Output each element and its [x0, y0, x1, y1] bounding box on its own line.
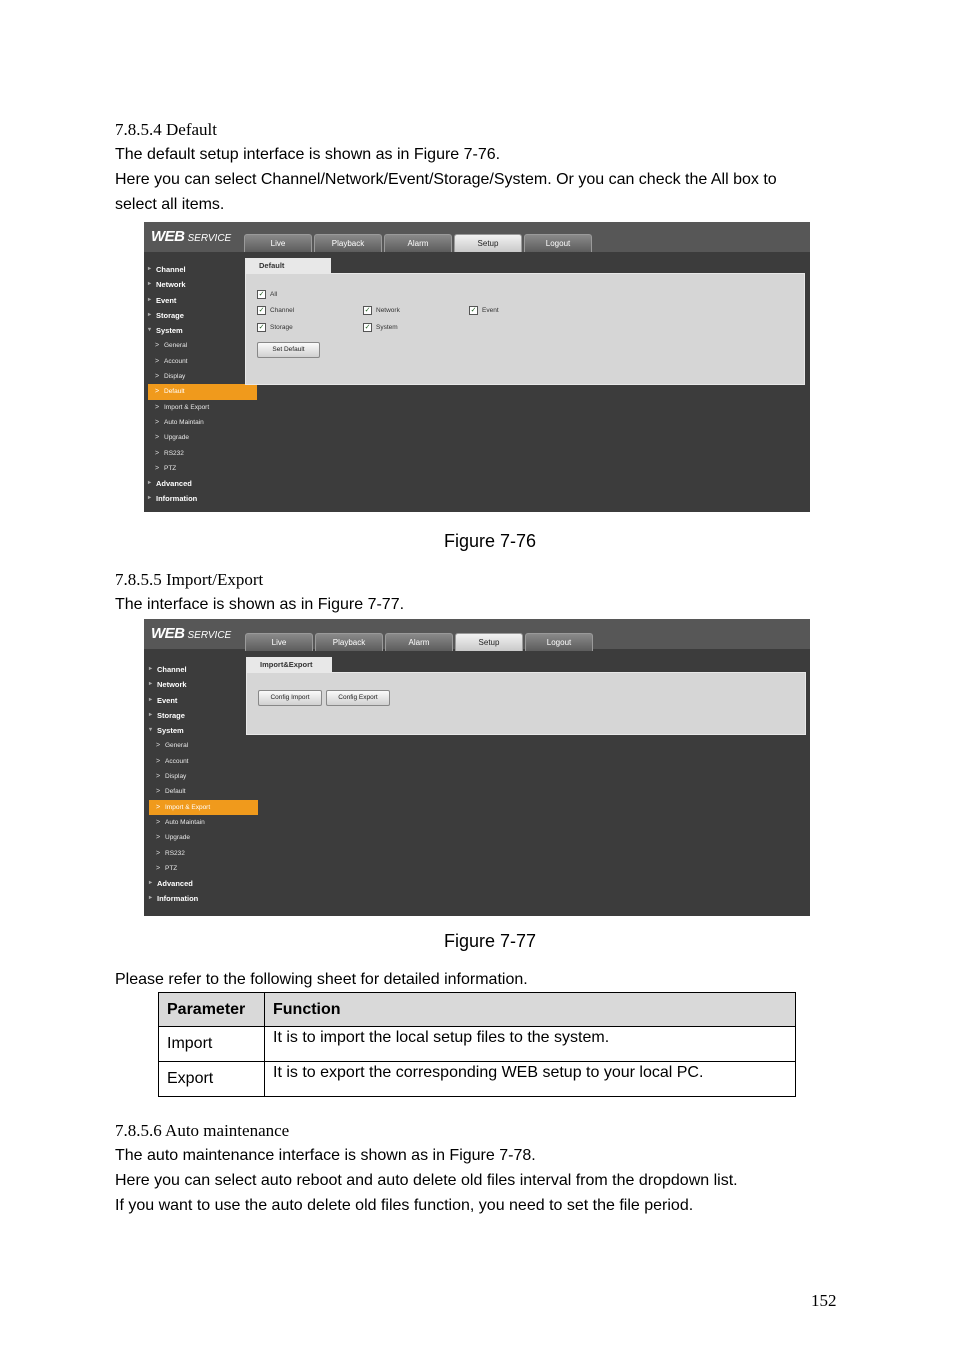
import-export-panel — [246, 672, 806, 735]
menu-item-import-export[interactable]: > Import & Export — [144, 400, 242, 415]
paragraph-default-1: The default setup interface is shown as in Figure 7-76. — [115, 146, 501, 163]
menu-item-storage[interactable]: ▸ Storage — [145, 708, 243, 723]
section-heading-auto-maintenance: 7.8.5.6 Auto maintenance — [115, 1121, 290, 1140]
web-service-logo: WEB SERVICE — [151, 625, 232, 642]
checkbox-system[interactable]: ✓ System — [364, 324, 398, 332]
menu-item-advanced[interactable]: ▸ Advanced — [145, 876, 243, 891]
checkbox-channel[interactable]: ✓ Channel — [258, 307, 295, 315]
paragraph-auto-maintenance-1: The auto maintenance interface is shown as in Figure 7-78. — [115, 1147, 536, 1164]
checkbox-event[interactable]: ✓ Event — [470, 307, 499, 315]
menu-item-channel[interactable]: ▸ Channel — [145, 662, 243, 677]
menu-item-auto-maintain[interactable]: > Auto Maintain — [145, 815, 243, 830]
paragraph-auto-maintenance-3: If you want to use the auto delete old files function, you need to set the file period. — [115, 1197, 694, 1214]
menu-item-network[interactable]: ▸ Network — [144, 277, 242, 292]
checkbox-network[interactable]: ✓ Network — [364, 307, 400, 315]
tab-logout[interactable]: Logout — [524, 234, 592, 252]
checkbox-checked-icon: ✓ — [258, 291, 265, 298]
config-export-button[interactable]: Config Export — [326, 690, 390, 706]
paragraph-default-2: Here you can select Channel/Network/Event/Storage/System. Or you can check the All box to — [115, 171, 777, 188]
tab-setup[interactable]: Setup — [454, 234, 522, 252]
checkbox-checked-icon: ✓ — [470, 307, 477, 314]
menu-item-display[interactable]: > Display — [144, 369, 242, 384]
tab-logout[interactable]: Logout — [525, 633, 593, 651]
menu-item-import-export[interactable]: > Import & Export — [149, 800, 258, 815]
menu-item-auto-maintain[interactable]: > Auto Maintain — [144, 415, 242, 430]
menu-item-default[interactable]: > Default — [145, 784, 243, 799]
main-tabs — [244, 234, 594, 252]
menu-item-storage[interactable]: ▸ Storage — [144, 308, 242, 323]
menu-item-system[interactable]: ▾ System — [145, 723, 243, 738]
tab-alarm[interactable]: Alarm — [385, 633, 453, 651]
page-number: 152 — [811, 1291, 837, 1310]
paragraph-auto-maintenance-2: Here you can select auto reboot and auto delete old files interval from the dropdown list. — [115, 1172, 738, 1189]
section-heading-import-export: 7.8.5.5 Import/Export — [115, 570, 264, 589]
menu-item-account[interactable]: > Account — [144, 354, 242, 369]
menu-item-display[interactable]: > Display — [145, 769, 243, 784]
setup-menu — [145, 662, 243, 907]
tab-setup[interactable]: Setup — [455, 633, 523, 651]
menu-item-system[interactable]: ▾ System — [144, 323, 242, 338]
config-import-button[interactable]: Config Import — [258, 690, 322, 706]
figure-7-76-caption: Figure 7-76 — [444, 531, 537, 551]
menu-item-default[interactable]: > Default — [148, 384, 257, 399]
table-header-parameter: Parameter — [159, 993, 265, 1027]
setup-menu — [144, 262, 242, 507]
content-tab-import-export[interactable]: Import&Export — [246, 657, 332, 673]
checkbox-checked-icon: ✓ — [364, 324, 371, 331]
menu-item-channel[interactable]: ▸ Channel — [144, 262, 242, 277]
table-row — [159, 1027, 796, 1062]
checkbox-checked-icon: ✓ — [258, 324, 265, 331]
table-header-row — [159, 993, 796, 1027]
sheet-intro: Please refer to the following sheet for detailed information. — [115, 971, 528, 988]
menu-item-rs232[interactable]: > RS232 — [144, 446, 242, 461]
web-service-logo: WEB SERVICE — [151, 228, 232, 245]
tab-live[interactable]: Live — [244, 234, 312, 252]
figure-7-77-caption: Figure 7-77 — [444, 931, 537, 951]
checkbox-checked-icon: ✓ — [258, 307, 265, 314]
paragraph-default-3: select all items. — [115, 196, 225, 213]
menu-item-event[interactable]: ▸ Event — [145, 693, 243, 708]
menu-item-rs232[interactable]: > RS232 — [145, 846, 243, 861]
menu-item-general[interactable]: > General — [145, 738, 243, 753]
menu-item-ptz[interactable]: > PTZ — [145, 861, 243, 876]
checkbox-all[interactable]: ✓ All — [258, 291, 278, 299]
main-tabs — [245, 633, 595, 651]
table-header-function: Function — [265, 993, 796, 1027]
table-cell-parameter: Import — [159, 1027, 265, 1062]
set-default-button[interactable]: Set Default — [257, 342, 320, 358]
table-cell-function: It is to export the corresponding WEB setup to your local PC. — [265, 1062, 796, 1097]
default-panel — [245, 273, 805, 385]
table-cell-function: It is to import the local setup files to the system. — [265, 1027, 796, 1062]
paragraph-import-export: The interface is shown as in Figure 7-77. — [115, 596, 405, 613]
table-cell-parameter: Export — [159, 1062, 265, 1097]
checkbox-checked-icon: ✓ — [364, 307, 371, 314]
table-row — [159, 1062, 796, 1097]
menu-item-ptz[interactable]: > PTZ — [144, 461, 242, 476]
menu-item-network[interactable]: ▸ Network — [145, 677, 243, 692]
tab-live[interactable]: Live — [245, 633, 313, 651]
parameter-table — [158, 992, 796, 1097]
figure-7-77-screenshot — [144, 619, 810, 916]
content-tab-default[interactable]: Default — [245, 258, 331, 274]
tab-playback[interactable]: Playback — [314, 234, 382, 252]
menu-item-upgrade[interactable]: > Upgrade — [145, 830, 243, 845]
section-heading-default: 7.8.5.4 Default — [115, 120, 217, 139]
menu-item-account[interactable]: > Account — [145, 754, 243, 769]
checkbox-storage[interactable]: ✓ Storage — [258, 324, 293, 332]
menu-item-upgrade[interactable]: > Upgrade — [144, 430, 242, 445]
tab-playback[interactable]: Playback — [315, 633, 383, 651]
tab-alarm[interactable]: Alarm — [384, 234, 452, 252]
menu-item-information[interactable]: ▸ Information — [145, 891, 243, 906]
figure-7-76-screenshot — [144, 222, 810, 512]
menu-item-event[interactable]: ▸ Event — [144, 293, 242, 308]
menu-item-information[interactable]: ▸ Information — [144, 491, 242, 506]
menu-item-advanced[interactable]: ▸ Advanced — [144, 476, 242, 491]
menu-item-general[interactable]: > General — [144, 338, 242, 353]
